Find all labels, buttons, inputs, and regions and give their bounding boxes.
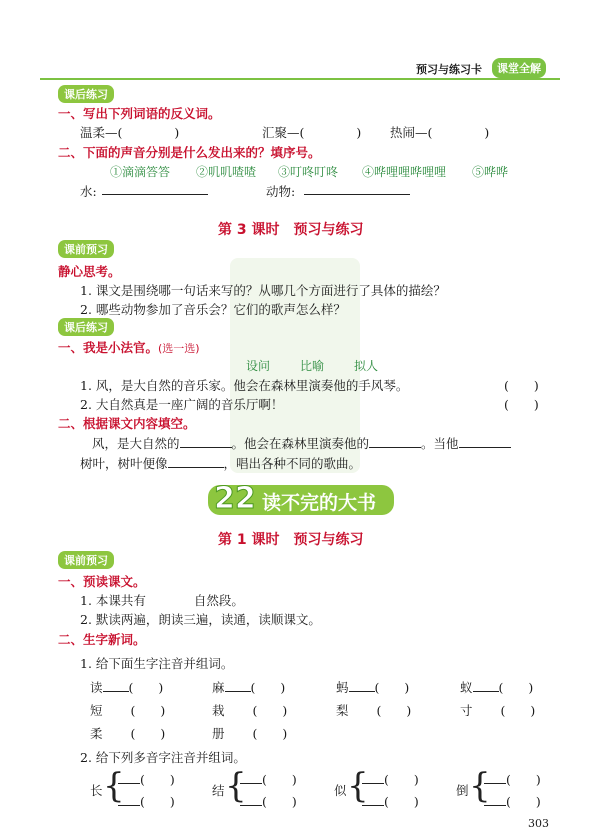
char-cell-ma: 麻 ( ) bbox=[212, 680, 286, 695]
sound-option-4: ④哗哩哩哗哩哩 bbox=[362, 165, 447, 179]
poly-slot-4b[interactable]: ( ) bbox=[484, 792, 541, 810]
header-title: 预习与练习卡 bbox=[416, 63, 482, 76]
choice-biyu: 比喻 bbox=[300, 359, 325, 373]
poly-char-dao: 倒 bbox=[456, 783, 469, 798]
lesson-3-title: 第 3 课时 预习与练习 bbox=[218, 222, 364, 238]
judge-heading: 一、我是小法官。(选一选) bbox=[58, 340, 200, 355]
reflect-line-2: 2. 哪些动物参加了音乐会？它们的歌声怎么样？ bbox=[80, 302, 346, 317]
char-cell-duan: 短 ( ) bbox=[90, 703, 166, 718]
poly-slot-2a[interactable]: ( ) bbox=[240, 770, 297, 788]
section-tag-after-class-2: 课后练习 bbox=[58, 318, 114, 336]
judge-line-2: 2. 大自然真是一座广阔的音乐厅啊！ bbox=[80, 397, 284, 412]
poly-slot-3a[interactable]: ( ) bbox=[362, 770, 419, 788]
animal-label: 动物: bbox=[266, 184, 296, 199]
fill-line-2: 树叶，树叶便像 ，唱出各种不同的歌曲。 bbox=[80, 456, 362, 471]
judge-line-1: 1. 风，是大自然的音乐家。他会在森林里演奏他的手风琴。 bbox=[80, 378, 409, 393]
poly-slot-3b[interactable]: ( ) bbox=[362, 792, 419, 810]
lesson-1-title: 第 1 课时 预习与练习 bbox=[218, 532, 364, 548]
sound-option-3: ③叮咚叮咚 bbox=[278, 165, 339, 179]
newchar-sub-2: 2. 给下列多音字注音并组词。 bbox=[80, 750, 246, 765]
poly-char-si: 似 bbox=[334, 783, 347, 798]
antonym-item-2: 汇聚—( ) bbox=[262, 125, 362, 140]
sound-option-5: ⑤哗哗 bbox=[472, 165, 509, 179]
char-cell-li: 梨 ( ) bbox=[336, 703, 412, 718]
poly-char-jie: 结 bbox=[212, 783, 225, 798]
char-cell-rou: 柔 ( ) bbox=[90, 726, 166, 741]
lesson-22-title: 读不完的大书 bbox=[262, 492, 377, 514]
section-tag-before-class: 课前预习 bbox=[58, 240, 114, 258]
fill-heading: 二、根据课文内容填空。 bbox=[58, 416, 196, 431]
sound-option-1: ①滴滴答答 bbox=[110, 165, 171, 179]
page-number: 303 bbox=[528, 817, 549, 830]
antonym-heading: 一、写出下列词语的反义词。 bbox=[58, 106, 221, 121]
antonym-item-1: 温柔—( ) bbox=[80, 125, 180, 140]
newchar-heading: 二、生字新词。 bbox=[58, 632, 146, 647]
poly-slot-1a[interactable]: ( ) bbox=[118, 770, 175, 788]
fill-blank-1[interactable] bbox=[180, 435, 232, 448]
poly-slot-1b[interactable]: ( ) bbox=[118, 792, 175, 810]
section-tag-after-class: 课后练习 bbox=[58, 85, 114, 103]
poly-slot-4a[interactable]: ( ) bbox=[484, 770, 541, 788]
fill-blank-3[interactable] bbox=[459, 435, 511, 448]
header-rule bbox=[40, 78, 560, 80]
poly-brace-3: { bbox=[347, 766, 369, 806]
fill-line-1: 风，是大自然的 。他会在森林里演奏他的 。当他 bbox=[92, 434, 511, 452]
char-cell-cun: 寸 ( ) bbox=[460, 703, 536, 718]
choice-shewen: 设问 bbox=[246, 359, 271, 373]
char-cell-zai: 栽 ( ) bbox=[212, 703, 288, 718]
poly-brace-4: { bbox=[469, 766, 491, 806]
sound-heading: 二、下面的声音分别是什么发出来的？填序号。 bbox=[58, 145, 321, 160]
char-cell-du: 读 ( ) bbox=[90, 680, 164, 695]
judge-answer-1[interactable]: ( ) bbox=[504, 378, 539, 393]
sound-option-2: ②叽叽喳喳 bbox=[196, 165, 257, 179]
reflect-line-1: 1. 课文是围绕哪一句话来写的？从哪几个方面进行了具体的描绘？ bbox=[80, 283, 446, 298]
fill-blank-2[interactable] bbox=[369, 435, 421, 448]
lesson-22-number: 22 bbox=[214, 481, 256, 516]
poly-slot-2b[interactable]: ( ) bbox=[240, 792, 297, 810]
char-cell-ma2: 蚂 ( ) bbox=[336, 680, 410, 695]
header-badge: 课堂全解 bbox=[492, 58, 546, 78]
judge-answer-2[interactable]: ( ) bbox=[504, 397, 539, 412]
choice-niren: 拟人 bbox=[354, 359, 379, 373]
newchar-sub-1: 1. 给下面生字注音并组词。 bbox=[80, 656, 234, 671]
char-cell-yi: 蚁 ( ) bbox=[460, 680, 534, 695]
antonym-item-3: 热闹—( ) bbox=[390, 125, 490, 140]
poly-brace-1: { bbox=[103, 766, 125, 806]
preread-line-1: 1. 本课共有 自然段。 bbox=[80, 593, 244, 608]
char-cell-ce: 册 ( ) bbox=[212, 726, 288, 741]
water-label: 水: bbox=[80, 184, 97, 199]
poly-brace-2: { bbox=[225, 766, 247, 806]
section-tag-before-class-2: 课前预习 bbox=[58, 551, 114, 569]
fill-blank-4[interactable] bbox=[168, 455, 224, 468]
animal-blank[interactable] bbox=[304, 182, 410, 195]
reflect-heading: 静心思考。 bbox=[58, 264, 121, 279]
preread-line-2: 2. 默读两遍，朗读三遍，读通，读顺课文。 bbox=[80, 612, 321, 627]
poly-char-chang: 长 bbox=[90, 783, 103, 798]
water-blank[interactable] bbox=[102, 182, 208, 195]
preread-heading: 一、预读课文。 bbox=[58, 574, 146, 589]
